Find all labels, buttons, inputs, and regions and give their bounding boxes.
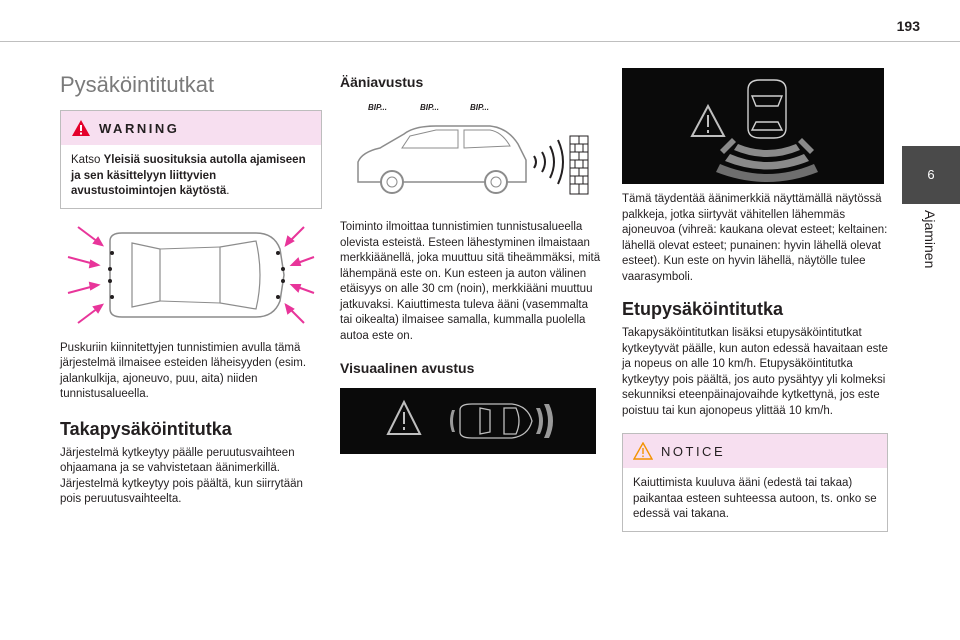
visual-assist-title: Visuaalinen avustus	[340, 360, 475, 376]
column-3	[622, 68, 888, 542]
notice-icon	[633, 442, 653, 460]
audio-assist-text: Toiminto ilmoittaa tunnistimien tunnistusalueella olevista esteistä. Esteen lähestyminen ilmaistaan merkkiäänellä, joka muuttuu sitä tiheämmäksi, mitä lähempänä este on. Kun esteen ja auton välinen etäisyys on alle 30 cm (noin), merkkiääni muuttuu jatkuvaksi. Kaiuttimesta tuleva ääni (vasemmalta tai oikealta) ilmaisee samalla, kummalla puolella autoa este on.	[340, 221, 601, 342]
warning-header	[61, 111, 321, 145]
sensors-text: Puskuriin kiinnitettyjen tunnistimien avulla tämä järjestelmä ilmaisee esteiden läheisyyden (esim. jalankulkija, ajoneuvo, puu, aita) niiden tunnistusalueella.	[60, 341, 307, 400]
audio-diagram	[340, 100, 602, 206]
chapter-tab[interactable]	[902, 146, 960, 204]
page-number: 193	[896, 18, 920, 34]
rear-radar-title: Takapysäköintitutka	[60, 418, 232, 439]
beep-label-2: BIP...	[420, 103, 439, 112]
notice-header	[623, 434, 887, 468]
column-2	[340, 60, 602, 454]
beep-label-3: BIP...	[470, 103, 489, 112]
rear-radar-text: Järjestelmä kytkeytyy päälle peruutusvaihteen ohjaamana ja se vahvistetaan äänimerkillä. Järjestelmä kytkeytyy pois päältä, kun siirrytään pois peruutusvaihteelta.	[60, 446, 303, 505]
front-radar-title: Etupysäköintitutka	[622, 299, 784, 319]
chapter-title-text: Ajaminen	[922, 210, 938, 269]
warning-label: WARNING	[99, 120, 180, 136]
parking-display-image	[622, 68, 884, 184]
page-title: Pysäköintitutkat	[60, 72, 215, 97]
notice-label: NOTICE	[661, 443, 726, 459]
audio-assist-title: Ääniavustus	[340, 74, 424, 90]
chapter-number: 6	[927, 167, 935, 182]
front-radar-text: Takapysäköintitutkan lisäksi etupysäköintitutkat kytkeytyvät päälle, kun auton edessä havaitaan este ja nopeus on alle 10 km/h. Etupysäköintitutka kytkeytyy pois päältä, jos auto pysähtyy yli kolmeksi sekunniksi eteenpäinajovaihde kytkettynä, jos este poistuu tai kun ajonopeus ylittää 10 km/h.	[622, 327, 888, 417]
chapter-title	[900, 210, 960, 300]
warning-box	[60, 110, 322, 209]
column-1	[60, 60, 322, 508]
warning-icon	[71, 119, 91, 137]
sensor-diagram	[60, 219, 322, 331]
warning-text: Katso Yleisiä suosituksia autolla ajamiseen ja sen käsittelyyn liittyvien avustustoimintojen käytöstä.	[71, 154, 306, 197]
notice-text: Kaiuttimista kuuluva ääni (edestä tai takaa) paikantaa esteen suhteessa autoon, ts. onko se edessä vai takana.	[633, 477, 877, 520]
display-text: Tämä täydentää äänimerkkiä näyttämällä näytössä palkkeja, jotka siirtyvät vähitellen lähemmäs ajoneuvoa (vihreä: kaukana olevat esteet; keltainen: lähellä olevat esteet; punainen: hyvin lähellä olevat esteet). Kun este on hyvin lähellä, näytölle tulee vaarasymboli.	[622, 193, 888, 283]
notice-box	[622, 433, 888, 532]
visual-display-image	[340, 388, 596, 454]
header-divider	[0, 41, 960, 42]
beep-label-1: BIP...	[368, 103, 387, 112]
